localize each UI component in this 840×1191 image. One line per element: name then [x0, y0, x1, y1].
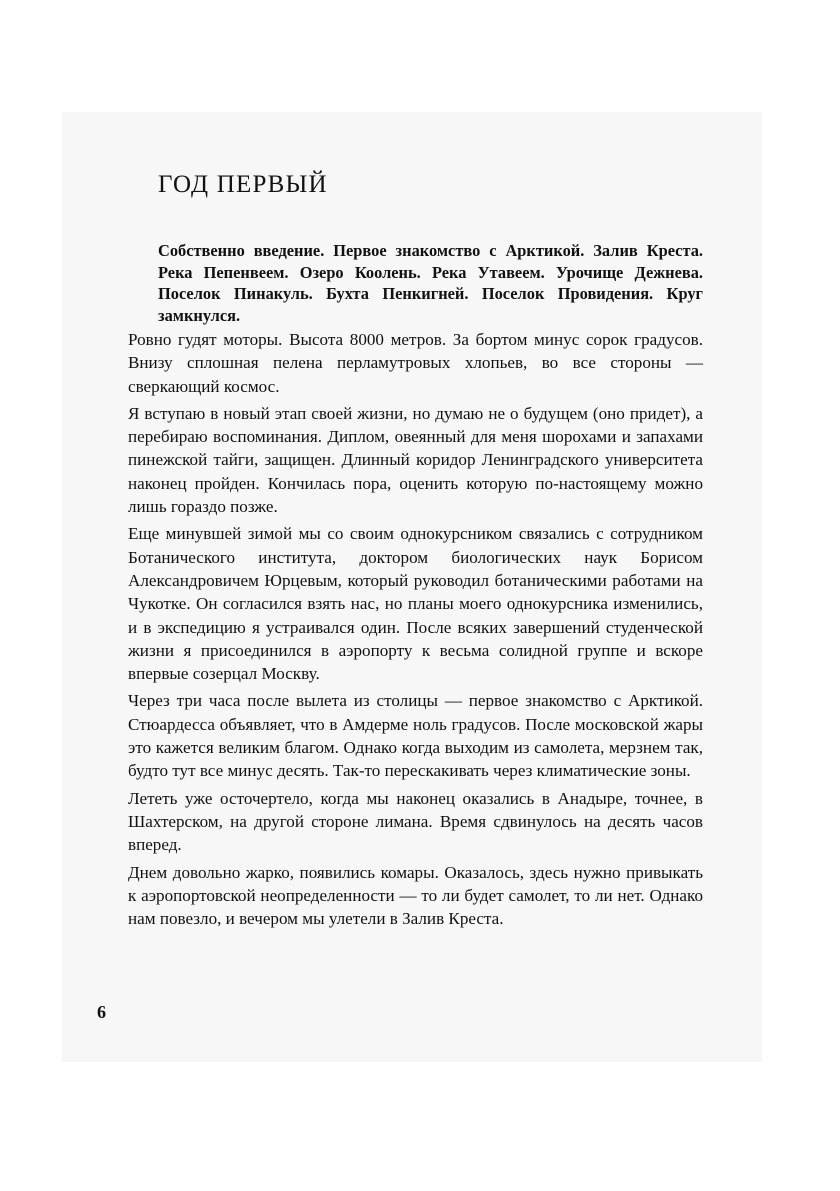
paragraph: Через три часа после вылета из столицы — первое знакомство с Арктикой. Стюардесса объявляет, что в Амдерме ноль градусов. После московской жары это кажется великим благом. Однако когда выходим из самолета, мерзнем так, будто тут все минус десять. Так-то перескакивать через климатические зоны. [128, 691, 703, 781]
chapter-summary: Собственно введение. Первое знакомство с Арктикой. Залив Креста. Река Пепенвеем. Озеро Коолень. Река Утавеем. Урочище Дежнева. Поселок Пинакуль. Бухта Пенкигней. Поселок Провидения. Круг замкнулся. [158, 241, 703, 325]
chapter-heading: ГОД ПЕРВЫЙ [158, 171, 328, 198]
paragraph: Я вступаю в новый этап своей жизни, но думаю не о будущем (оно придет), а перебираю воспоминания. Диплом, овеянный для меня шорохами и запахами пинежской тайги, защищен. Длинный коридор Ленинградского университета наконец пройден. Кончилась пора, оценить которую по-настоящему можно лишь гораздо позже. [128, 403, 703, 517]
paragraph: Ровно гудят моторы. Высота 8000 метров. За бортом минус сорок градусов. Внизу сплошная пелена перламутровых хлопьев, во все стороны — сверкающий космос. [128, 330, 703, 396]
page-number: 6 [97, 1002, 106, 1022]
paragraph: Днем довольно жарко, появились комары. Оказалось, здесь нужно привыкать к аэропортовской неопределенности — то ли будет самолет, то ли нет. Однако нам повезло, и вечером мы улетели в Залив Креста. [128, 862, 703, 929]
body-text [128, 328, 703, 934]
paragraph: Еще минувшей зимой мы со своим однокурсником связались с сотрудником Ботанического института, доктором биологических наук Борисом Александровичем Юрцевым, который руководил ботаническими работами на Чукотке. Он согласился взять нас, но планы моего однокурсника изменились, и в экспедицию я устраивался один. После всяких завершений студенческой жизни я присоединился в аэропорту к весьма солидной группе и вскоре впервые созерцал Москву. [128, 524, 703, 684]
paragraph: Лететь уже осточертело, когда мы наконец оказались в Анадыре, точнее, в Шахтерском, на другой стороне лимана. Время сдвинулось на десять часов вперед. [128, 788, 703, 855]
